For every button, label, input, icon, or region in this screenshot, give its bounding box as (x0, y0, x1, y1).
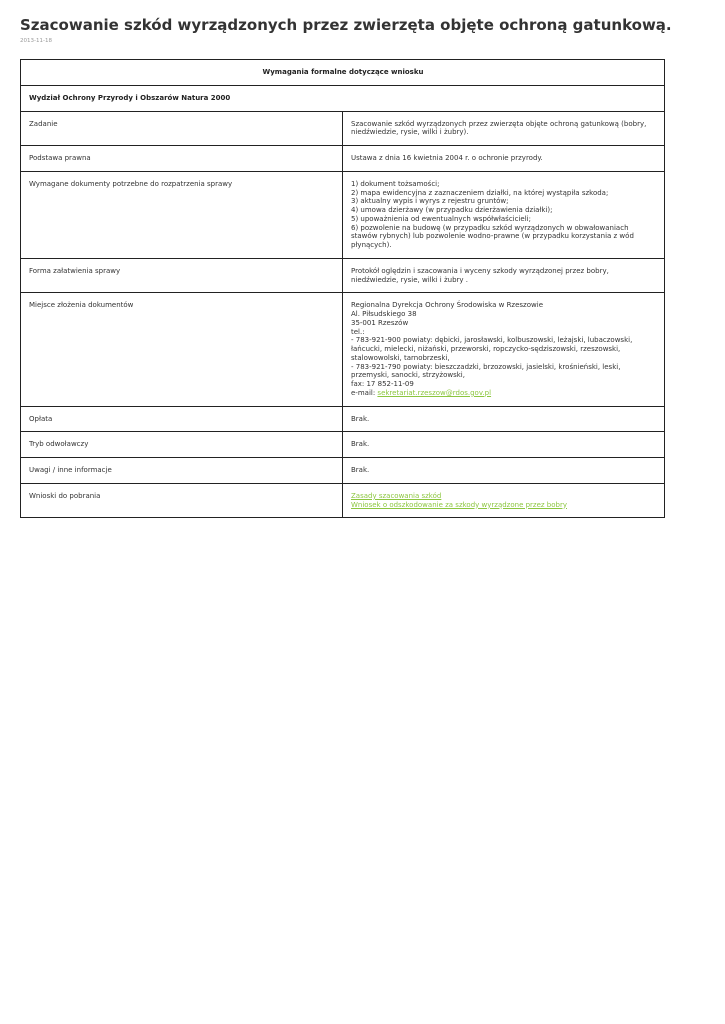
table-row-oplata (21, 406, 665, 432)
row-label: Zadanie (21, 111, 343, 146)
row-label: Podstawa prawna (21, 146, 343, 172)
requirements-table (20, 59, 665, 518)
phone-line: - 783-921-900 powiaty: dębicki, jarosławski, kolbuszowski, leżajski, lubaczowski, łańcucki, mielecki, niżański, przeworski, ropczycko-sędziszowski, rzeszowski, stalowowolski, tarnobrzeski, (351, 336, 633, 362)
row-value: Szacowanie szkód wyrządzonych przez zwierzęta objęte ochroną gatunkową (bobry, niedźwiedzie, rysie, wilki i żubry). (343, 111, 665, 146)
row-value: Brak. (343, 406, 665, 432)
document-item: 6) pozwolenie na budowę (w przypadku szkód wyrządzonych w obwałowaniach stawów rybnych) lub pozwolenie wodno-prawne (w przypadku korzystania z wód płynących). (351, 223, 634, 249)
download-link-application[interactable]: Wniosek o odszkodowanie za szkody wyrządzone przez bobry (351, 500, 567, 509)
address-line: 35-001 Rzeszów (351, 318, 409, 327)
document-item: 4) umowa dzierżawy (w przypadku dzierżawienia działki); (351, 206, 553, 214)
row-label: Uwagi / inne informacje (21, 458, 343, 484)
row-label: Miejsce złożenia dokumentów (21, 293, 343, 406)
row-label: Opłata (21, 406, 343, 432)
table-row-uwagi (21, 458, 665, 484)
download-link-rules[interactable]: Zasady szacowania szkód (351, 491, 442, 500)
table-row-dokumenty (21, 171, 665, 258)
phone-line: - 783-921-790 powiaty: bieszczadzki, brzozowski, jasielski, krośnieński, leski, przemyski, sanocki, strzyżowski, (351, 362, 621, 380)
email-line (351, 389, 657, 398)
address-line: Regionalna Dyrekcja Ochrony Środowiska w Rzeszowie (351, 301, 543, 310)
row-value (343, 293, 665, 406)
row-label: Forma załatwienia sprawy (21, 258, 343, 293)
table-header-row (21, 60, 665, 86)
row-label: Tryb odwoławczy (21, 432, 343, 458)
page-title: Szacowanie szkód wyrządzonych przez zwierzęta objęte ochroną gatunkową. (20, 16, 672, 34)
email-link[interactable]: sekretariat.rzeszow@rdos.gov.pl (377, 388, 492, 397)
address-line: tel.: (351, 327, 365, 336)
department-row (21, 85, 665, 111)
row-value: Ustawa z dnia 16 kwietnia 2004 r. o ochronie przyrody. (343, 146, 665, 172)
table-row-zadanie (21, 111, 665, 146)
row-value (343, 483, 665, 518)
table-row-forma (21, 258, 665, 293)
table-row-wnioski (21, 483, 665, 518)
row-value: Brak. (343, 432, 665, 458)
document-item: 3) aktualny wypis i wyrys z rejestru gruntów; (351, 197, 509, 206)
table-row-tryb (21, 432, 665, 458)
row-value (343, 171, 665, 258)
document-item: 5) upoważnienia od ewentualnych współwłaścicieli; (351, 214, 531, 223)
address-line: Al. Piłsudskiego 38 (351, 310, 417, 318)
document-item: 1) dokument tożsamości; (351, 179, 440, 188)
row-label: Wnioski do pobrania (21, 483, 343, 518)
row-value: Protokół oględzin i szacowania i wyceny szkody wyrządzonej przez bobry, niedźwiedzie, rysie, wilki i żubry . (343, 258, 665, 293)
department-name: Wydział Ochrony Przyrody i Obszarów Natura 2000 (21, 85, 665, 111)
email-prefix: e-mail: (351, 388, 378, 397)
row-value: Brak. (343, 458, 665, 484)
table-row-miejsce (21, 293, 665, 406)
fax-line: fax: 17 852-11-09 (351, 380, 414, 388)
table-row-podstawa (21, 146, 665, 172)
document-item: 2) mapa ewidencyjna z zaznaczeniem działki, na której wystąpiła szkoda; (351, 188, 609, 197)
row-label: Wymagane dokumenty potrzebne do rozpatrzenia sprawy (21, 171, 343, 258)
table-header: Wymagania formalne dotyczące wniosku (21, 60, 665, 86)
publish-date: 2013-11-18 (20, 38, 52, 44)
